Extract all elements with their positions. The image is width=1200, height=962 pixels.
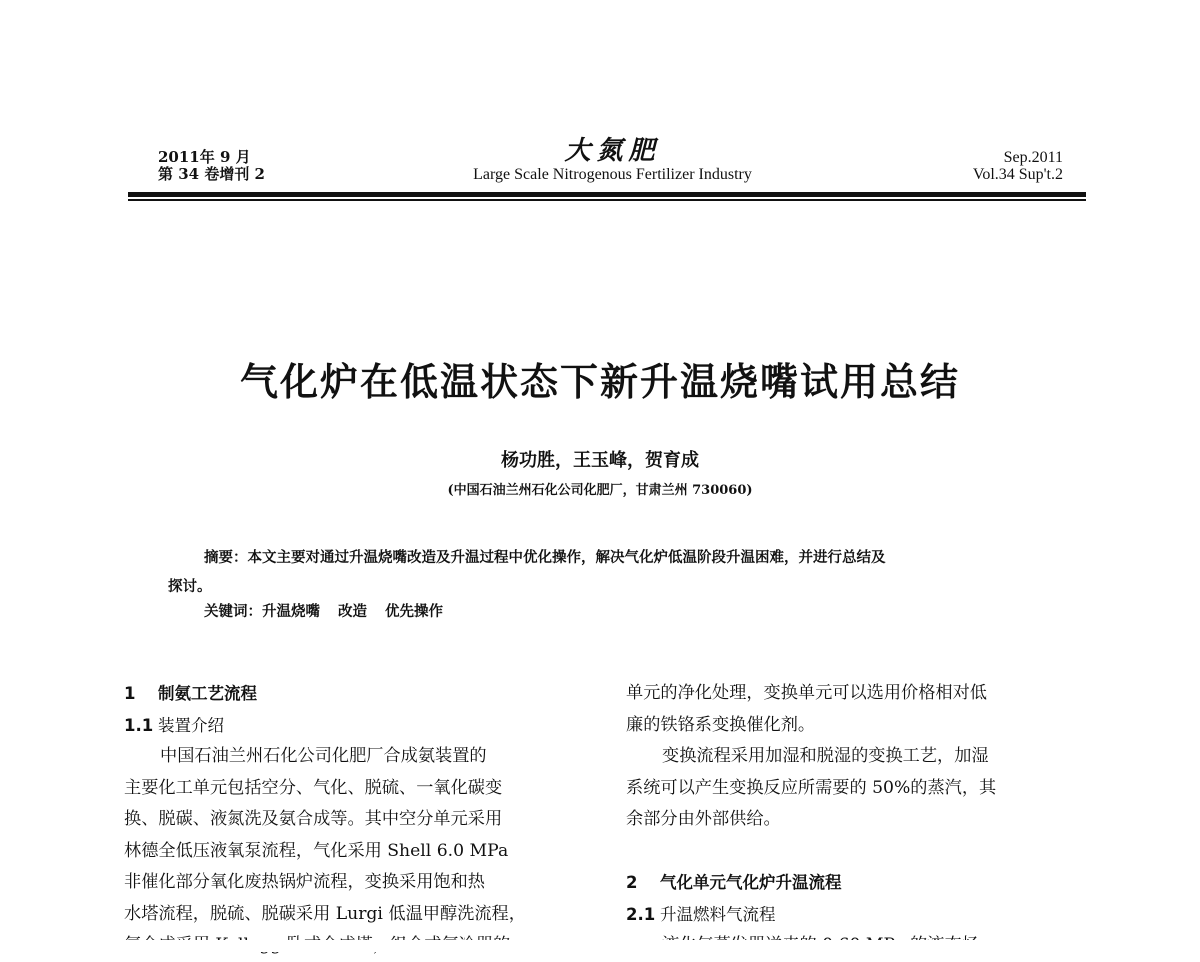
paragraph-line: 主要化工单元包括空分、气化、脱硫、一氧化碳变 (124, 777, 503, 798)
section-gap (626, 836, 1088, 868)
paragraph-line: 系统可以产生变换反应所需要的 50%的蒸汽，其 (626, 777, 997, 798)
article-title: 气化炉在低温状态下新升温烧嘴试用总结 (239, 360, 960, 404)
subsection-number: 1.1 (124, 715, 154, 735)
subsection-number: 2.1 (626, 904, 656, 924)
body-column-right (626, 678, 1088, 962)
abstract (168, 543, 1048, 601)
section-number: 1 (124, 684, 136, 703)
subsection-title: 升温燃料气流程 (660, 904, 776, 924)
header-rule-thick (128, 192, 1086, 197)
section-title: 气化单元气化炉升温流程 (660, 873, 842, 892)
header-rule-thin (128, 199, 1086, 201)
running-header-right (973, 149, 1063, 183)
journal-masthead (440, 136, 785, 184)
keyword: 升温烧嘴 (262, 603, 320, 620)
running-header-left (158, 149, 265, 183)
paragraph-line: 非催化部分氧化废热锅炉流程，变换采用饱和热 (124, 872, 485, 892)
body-column-left (124, 678, 586, 962)
paragraph-line: 余部分由外部供给。 (626, 809, 781, 829)
paragraph-line: 水塔流程，脱硫、脱碳采用 Lurgi 低温甲醇洗流程， (124, 903, 526, 924)
journal-logo: 大氮肥 (564, 136, 661, 166)
paragraph-line: 变换流程采用加湿和脱湿的变换工艺，加湿 (662, 746, 989, 766)
page-cut-mask (0, 940, 1200, 952)
paragraph-line: 林德全低压液氧泵流程，气化采用 Shell 6.0 MPa (124, 840, 509, 861)
keywords (204, 601, 443, 623)
keyword: 改造 (338, 603, 367, 620)
paragraph-line: 换、脱碳、液氮洗及氨合成等。其中空分单元采用 (124, 809, 503, 829)
subsection-heading (626, 899, 1088, 931)
section-heading (626, 867, 1088, 899)
keyword: 优先操作 (385, 603, 443, 620)
issue-date-cn: 2011年 9 月 (158, 148, 251, 166)
subsection-title: 装置介绍 (158, 715, 224, 735)
issue-date-en: Sep.2011 (1003, 149, 1063, 166)
subsection-heading (124, 710, 586, 742)
article-authors: 杨功胜，王玉峰，贺育成 (501, 450, 699, 471)
abstract-line: 探讨。 (168, 578, 212, 595)
issue-volume-en: Vol.34 Sup't.2 (972, 166, 1063, 183)
keywords-label: 关键词： (204, 603, 262, 620)
section-title: 制氨工艺流程 (158, 684, 257, 703)
journal-name-en: Large Scale Nitrogenous Fertilizer Industry (473, 166, 752, 183)
author-affiliation: (中国石油兰州石化公司化肥厂，甘肃兰州 730060) (447, 483, 753, 498)
section-number: 2 (626, 873, 638, 892)
paragraph-line: 廉的铁铬系变换催化剂。 (626, 714, 816, 735)
abstract-line: 摘要：本文主要对通过升温烧嘴改造及升温过程中优化操作，解决气化炉低温阶段升温困难，并进行总结及 (204, 549, 886, 566)
issue-volume-cn: 第 34 卷增刊 2 (158, 165, 265, 183)
section-heading (124, 678, 586, 710)
paragraph-line: 中国石油兰州石化公司化肥厂合成氨装置的 (160, 746, 487, 766)
paragraph-line: 单元的净化处理，变换单元可以选用价格相对低 (626, 683, 987, 703)
